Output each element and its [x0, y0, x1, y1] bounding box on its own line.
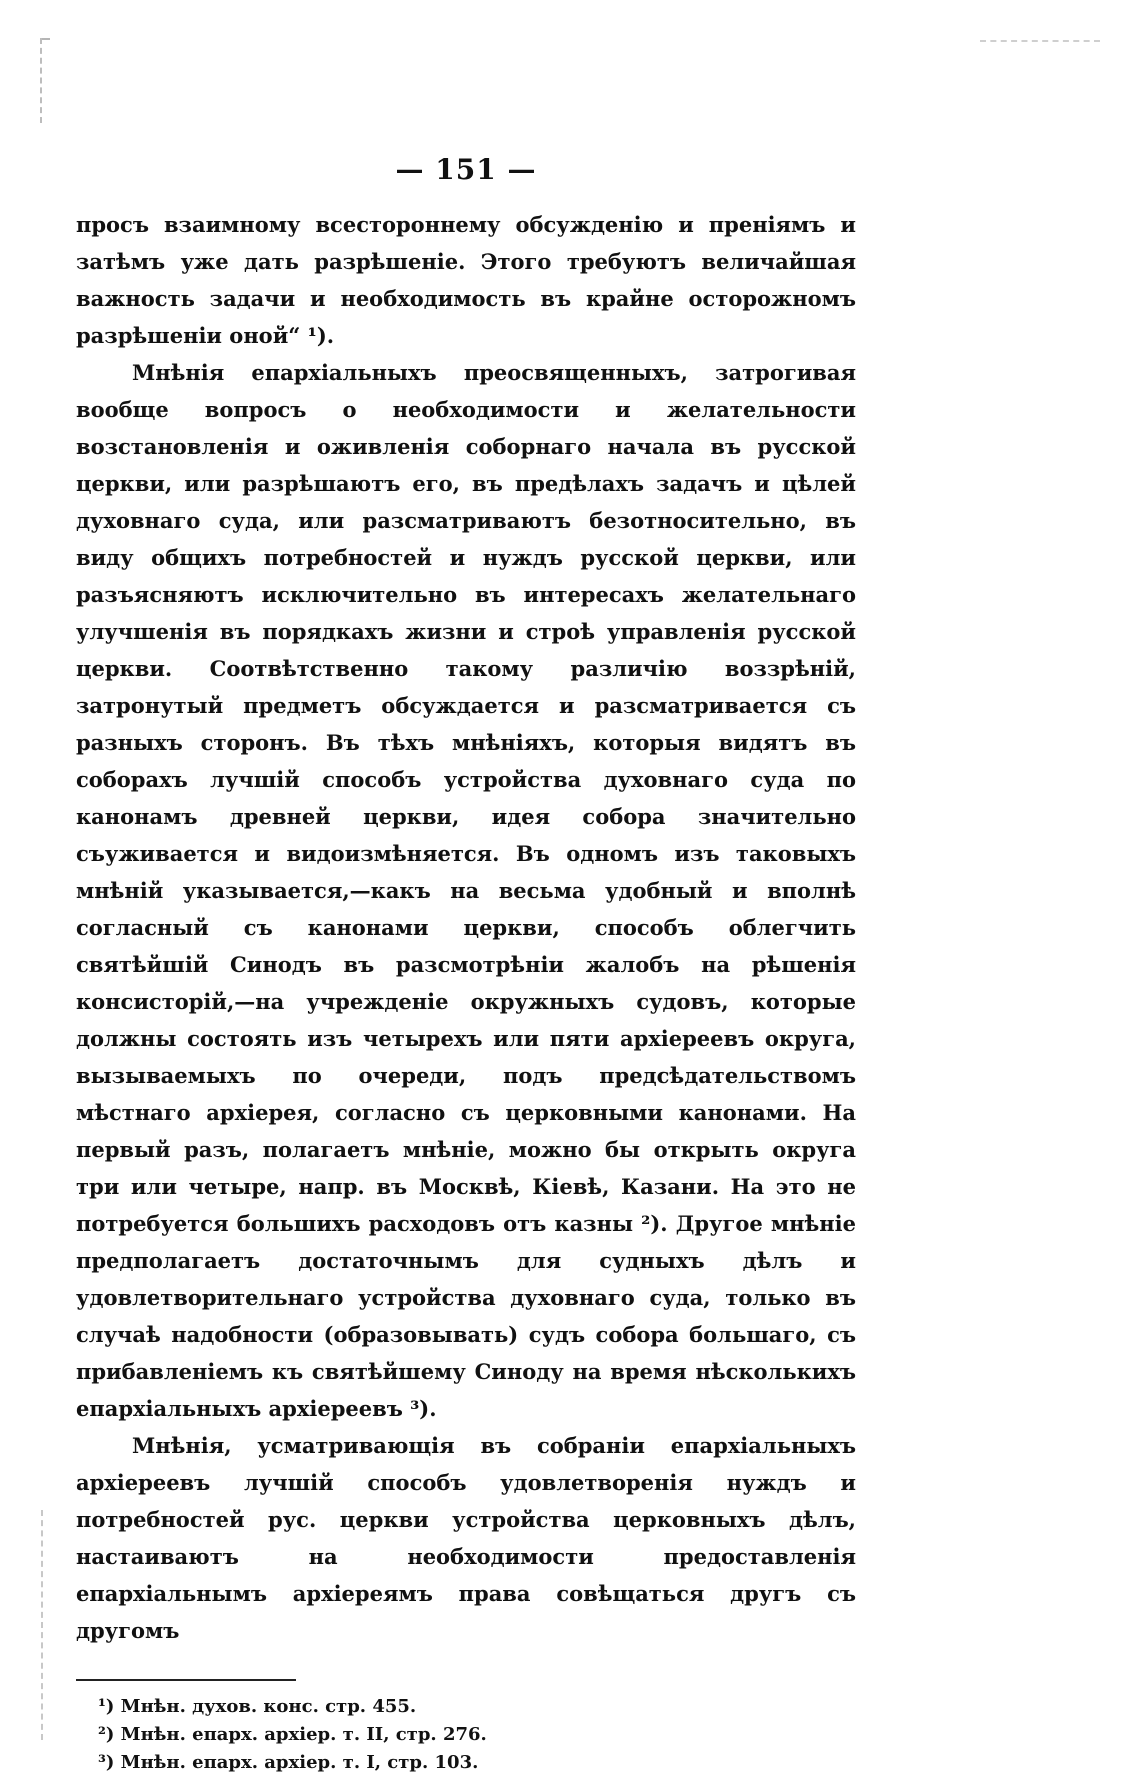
paragraph: просъ взаимному всестороннему обсужденію и преніямъ и затѣмъ уже дать разрѣшеніе. Этого требуютъ величайшая важность задачи и необходимость въ крайне осторожномъ разрѣшеніи оной“ ¹). [76, 212, 856, 348]
scan-edge-mark [980, 40, 1100, 44]
document-page [76, 150, 856, 1777]
paragraph: Мнѣнія епархіальныхъ преосвященныхъ, затрогивая вообще вопросъ о необходимости и желательности возстановленія и оживленія соборнаго начала въ русской церкви, или разрѣшаютъ его, въ предѣлахъ задачъ и цѣлей духовнаго суда, или разсматриваютъ безотносительно, въ виду общихъ потребностей и нуждъ русской церкви, или разъясняютъ исключительно въ интересахъ желательнаго улучшенія въ порядкахъ жизни и строѣ управленія русской церкви. Соотвѣтственно такому различію воззрѣній, затронутый предметъ обсуждается и разсматривается съ разныхъ сторонъ. Въ тѣхъ мнѣніяхъ, которыя видятъ въ соборахъ лучшій способъ устройства духовнаго суда по канонамъ древней церкви, идея собора значительно съуживается и видоизмѣняется. Въ одномъ изъ таковыхъ мнѣній указывается,—какъ на весьма удобный и вполнѣ согласный съ канонами церкви, способъ облегчить святѣйшій Синодъ въ разсмотрѣніи жалобъ на рѣшенія консисторій,—на учрежденіе окружныхъ судовъ, которые должны состоять изъ четырехъ или пяти архіереевъ округа, вызываемыхъ по очереди, подъ предсѣдательствомъ мѣстнаго архіерея, согласно съ церковными канонами. На первый разъ, полагаетъ мнѣніе, можно бы открыть округа три или четыре, напр. въ Москвѣ, Кіевѣ, Казани. На это не потребуется большихъ расходовъ отъ казны ²). Другое мнѣніе предполагаетъ достаточнымъ для судныхъ дѣлъ и удовлетворительнаго устройства духовнаго суда, только въ случаѣ надобности (образовывать) судъ собора большаго, съ прибавленіемъ къ святѣйшему Синоду на время нѣсколькихъ епархіальныхъ архіереевъ ³). [76, 360, 856, 1421]
footnote: ³) Мнѣн. епарх. архіер. т. I, стр. 103. [98, 1752, 479, 1773]
body-text [76, 206, 856, 1649]
page-number: — 151 — [395, 153, 537, 186]
scan-edge-mark [40, 38, 44, 123]
footnote: ²) Мнѣн. епарх. архіер. т. II, стр. 276. [98, 1724, 487, 1745]
footnote: ¹) Мнѣн. духов. конс. стр. 455. [98, 1696, 417, 1717]
paragraph: Мнѣнія, усматривающія въ собраніи епархіальныхъ архіереевъ лучшій способъ удовлетворенія нуждъ и потребностей рус. церкви устройства церковныхъ дѣлъ, настаиваютъ на необходимости предоставленія епархіальнымъ архіереямъ права совѣщаться другъ съ другомъ [76, 1433, 856, 1643]
footnote-divider [76, 1679, 296, 1681]
scan-edge-mark [41, 1510, 45, 1740]
footnotes [76, 1693, 856, 1777]
